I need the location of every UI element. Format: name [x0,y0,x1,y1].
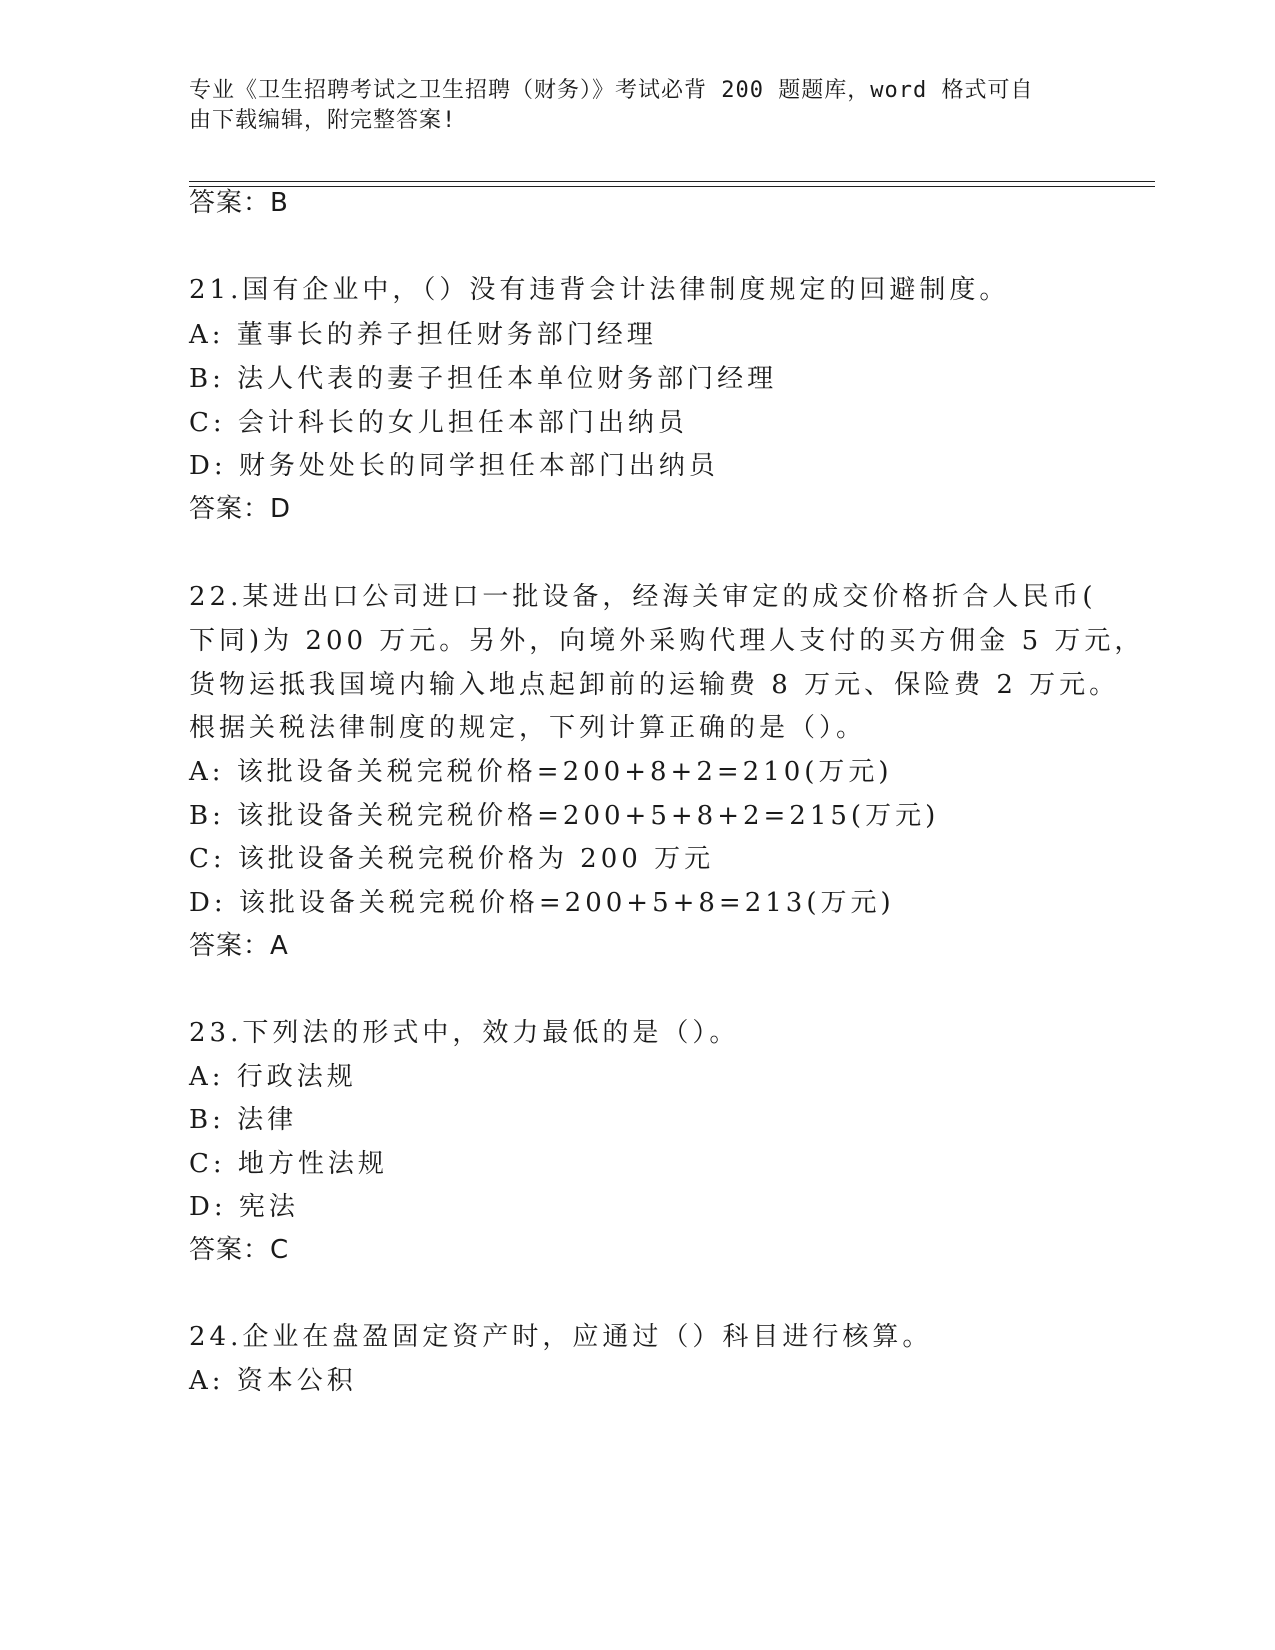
q24-option-a: A: 资本公积 [189,1366,357,1396]
q22-stem-line-4: 根据关税法律制度的规定，下列计算正确的是（）。 [189,713,867,743]
q21-option-a: A: 董事长的养子担任财务部门经理 [189,320,657,350]
q22-stem-line-1: 22.某进出口公司进口一批设备，经海关审定的成交价格折合人民币( [189,582,1097,612]
q23-option-c: C: 地方性法规 [189,1149,388,1179]
header-divider-bottom [189,186,1155,187]
q22-stem-line-3: 货物运抵我国境内输入地点起卸前的运输费 8 万元、保险费 2 万元。 [189,670,1120,700]
q23-answer: 答案：C [189,1235,290,1265]
q22-option-c: C: 该批设备关税完税价格为 200 万元 [189,844,715,874]
q24-stem: 24.企业在盘盈固定资产时，应通过（）科目进行核算。 [189,1322,933,1352]
previous-answer: 答案：B [189,188,289,218]
header-divider-top [189,181,1155,182]
header-line-2: 由下载编辑，附完整答案! [189,108,457,133]
q23-stem: 23.下列法的形式中，效力最低的是（）。 [189,1018,740,1048]
document-header [189,76,1069,136]
header-line-1: 专业《卫生招聘考试之卫生招聘（财务）》考试必背 200 题题库，word 格式可自 [189,78,1034,103]
q21-answer: 答案：D [189,494,292,524]
q22-option-d: D: 该批设备关税完税价格=200+5+8=213(万元) [189,888,895,918]
q21-option-b: B: 法人代表的妻子担任本单位财务部门经理 [189,364,778,394]
q23-option-d: D: 宪法 [189,1192,299,1222]
q23-option-a: A: 行政法规 [189,1062,357,1092]
q22-option-a: A: 该批设备关税完税价格=200+8+2=210(万元) [189,757,893,787]
q22-stem-line-2: 下同)为 200 万元。另外，向境外采购代理人支付的买方佣金 5 万元， [189,626,1145,656]
q21-option-c: C: 会计科长的女儿担任本部门出纳员 [189,408,688,438]
q22-answer: 答案：A [189,931,289,961]
q22-option-b: B: 该批设备关税完税价格=200+5+8+2=215(万元) [189,801,940,831]
q23-option-b: B: 法律 [189,1105,298,1135]
q21-option-d: D: 财务处处长的同学担任本部门出纳员 [189,451,719,481]
q21-stem: 21.国有企业中，（）没有违背会计法律制度规定的回避制度。 [189,275,1010,305]
